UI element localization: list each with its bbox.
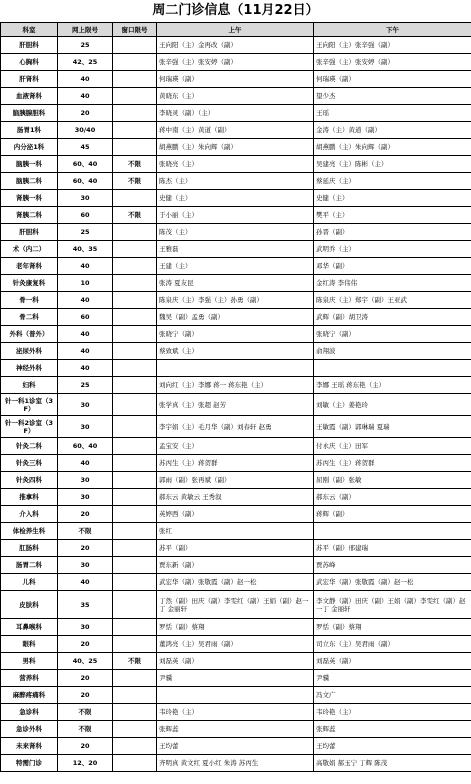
table-row	[1, 207, 471, 224]
online-limit-cell: 40	[58, 326, 113, 343]
window-limit-cell	[113, 105, 157, 122]
department-cell: 针灸康复科	[1, 275, 58, 292]
window-limit-cell	[113, 721, 157, 738]
department-cell: 泌尿外科	[1, 343, 58, 360]
online-limit-cell: 25	[58, 224, 113, 241]
morning-doctors-cell: 郭雨（副）张再斌（副）	[157, 472, 314, 489]
morning-doctors-cell: 李晓灵（副）（主）	[157, 105, 314, 122]
window-limit-cell	[113, 54, 157, 71]
afternoon-doctors-cell: 付永庆（主）田军	[314, 438, 471, 455]
window-limit-cell	[113, 670, 157, 687]
table-row	[1, 224, 471, 241]
header-window-limit: 窗口限号	[113, 23, 157, 37]
online-limit-cell: 60、40	[58, 173, 113, 190]
table-row	[1, 275, 471, 292]
table-row	[1, 37, 471, 54]
department-cell: 针灸四科	[1, 472, 58, 489]
morning-doctors-cell: 张涛 夏友昆	[157, 275, 314, 292]
window-limit-cell: 不限	[113, 156, 157, 173]
department-cell: 脑胰二科	[1, 173, 58, 190]
window-limit-cell	[113, 241, 157, 258]
afternoon-doctors-cell: 刘磊英（副）	[314, 653, 471, 670]
department-cell: 皮肤科	[1, 591, 58, 619]
department-cell: 急诊科	[1, 704, 58, 721]
online-limit-cell: 40	[58, 71, 113, 88]
window-limit-cell	[113, 438, 157, 455]
morning-doctors-cell: 王均蕾	[157, 738, 314, 755]
department-cell: 特需门诊	[1, 755, 58, 772]
window-limit-cell	[113, 326, 157, 343]
table-row	[1, 416, 471, 438]
morning-doctors-cell: 蒋中南（主）黄道（副）	[157, 122, 314, 139]
morning-doctors-cell: 齐明真 黄文红 夏小红 朱涛 苏丙生	[157, 755, 314, 772]
afternoon-doctors-cell: 金红涛 李伟伟	[314, 275, 471, 292]
afternoon-doctors-cell	[314, 523, 471, 540]
afternoon-doctors-cell: 高敬娟 郝玉宁 丁辉 陈茂	[314, 755, 471, 772]
table-row	[1, 394, 471, 416]
morning-doctors-cell: 刘磊英（副）	[157, 653, 314, 670]
header-online-limit: 网上限号	[58, 23, 113, 37]
morning-doctors-cell: 黄晓东（主）	[157, 88, 314, 105]
online-limit-cell: 30	[58, 190, 113, 207]
afternoon-doctors-cell: 孙晋（副）	[314, 224, 471, 241]
online-limit-cell: 30	[58, 472, 113, 489]
afternoon-doctors-cell: 何瑞瑛（副）	[314, 71, 471, 88]
table-row	[1, 574, 471, 591]
online-limit-cell: 不限	[58, 704, 113, 721]
window-limit-cell	[113, 360, 157, 377]
department-cell: 男科	[1, 653, 58, 670]
afternoon-doctors-cell: 苏丙生（主）蒋贺群	[314, 455, 471, 472]
online-limit-cell: 40	[58, 574, 113, 591]
window-limit-cell: 不限	[113, 207, 157, 224]
department-cell: 针一科2诊室（3F）	[1, 416, 58, 438]
window-limit-cell	[113, 139, 157, 156]
afternoon-doctors-cell: 张辉蕊	[314, 721, 471, 738]
afternoon-doctors-cell: 韦玲艳（主）	[314, 704, 471, 721]
online-limit-cell: 60	[58, 309, 113, 326]
department-cell: 未来肾科	[1, 738, 58, 755]
afternoon-doctors-cell: 刘敏（主）姜艳玲	[314, 394, 471, 416]
table-row	[1, 489, 471, 506]
online-limit-cell: 40	[58, 258, 113, 275]
header-morning: 上午	[157, 23, 314, 37]
online-limit-cell: 20	[58, 540, 113, 557]
window-limit-cell	[113, 472, 157, 489]
table-row	[1, 139, 471, 156]
morning-doctors-cell: 史健（主）	[157, 190, 314, 207]
table-row	[1, 636, 471, 653]
afternoon-doctors-cell: 蒋辉（副）	[314, 506, 471, 523]
table-row	[1, 687, 471, 704]
department-cell: 内分泌1科	[1, 139, 58, 156]
window-limit-cell	[113, 574, 157, 591]
department-cell: 介入科	[1, 506, 58, 523]
morning-doctors-cell: 胡燕鹏（主）朱向辉（副）	[157, 139, 314, 156]
online-limit-cell: 40	[58, 292, 113, 309]
schedule-table	[0, 22, 471, 772]
department-cell: 老年肾科	[1, 258, 58, 275]
table-row	[1, 670, 471, 687]
department-cell: 肠胃1科	[1, 122, 58, 139]
department-cell: 体检养生科	[1, 523, 58, 540]
morning-doctors-cell: 罗恬（副）蔡翔	[157, 619, 314, 636]
morning-doctors-cell: 张红	[157, 523, 314, 540]
table-row	[1, 755, 471, 772]
table-row	[1, 71, 471, 88]
morning-doctors-cell: 张辉蕊	[157, 721, 314, 738]
table-row	[1, 360, 471, 377]
table-row	[1, 591, 471, 619]
window-limit-cell	[113, 394, 157, 416]
morning-doctors-cell: 孟宝安（主）	[157, 438, 314, 455]
department-cell: 神经外科	[1, 360, 58, 377]
window-limit-cell	[113, 489, 157, 506]
afternoon-doctors-cell: 武宏华（副）张敬霞（副）赵一松	[314, 574, 471, 591]
morning-doctors-cell: 英婷西（副）	[157, 506, 314, 523]
table-row	[1, 721, 471, 738]
online-limit-cell: 40	[58, 360, 113, 377]
morning-doctors-cell: 张晓宁（副）	[157, 326, 314, 343]
morning-doctors-cell: 何瑞瑛（副）	[157, 71, 314, 88]
window-limit-cell	[113, 292, 157, 309]
morning-doctors-cell: 陈茂（主）	[157, 224, 314, 241]
department-cell: 骨二科	[1, 309, 58, 326]
afternoon-doctors-cell: 王均蕾	[314, 738, 471, 755]
online-limit-cell: 12、20	[58, 755, 113, 772]
afternoon-doctors-cell: 吴建亮（主）陈彬（主）	[314, 156, 471, 173]
online-limit-cell: 40	[58, 343, 113, 360]
table-row	[1, 156, 471, 173]
header-department: 科室	[1, 23, 58, 37]
morning-doctors-cell: 张学真（主）张超 赵芳	[157, 394, 314, 416]
window-limit-cell	[113, 258, 157, 275]
online-limit-cell: 30	[58, 489, 113, 506]
window-limit-cell	[113, 557, 157, 574]
window-limit-cell	[113, 687, 157, 704]
morning-doctors-cell: 蔡致斌（主）	[157, 343, 314, 360]
department-cell: 心胸科	[1, 54, 58, 71]
window-limit-cell	[113, 37, 157, 54]
online-limit-cell: 30	[58, 416, 113, 438]
department-cell: 麻醉疼痛科	[1, 687, 58, 704]
window-limit-cell	[113, 275, 157, 292]
online-limit-cell: 25	[58, 377, 113, 394]
table-row	[1, 653, 471, 670]
morning-doctors-cell: 苏丙生（主）蒋贺群	[157, 455, 314, 472]
online-limit-cell: 30/40	[58, 122, 113, 139]
table-header-row	[1, 23, 471, 37]
department-cell: 耳鼻喉科	[1, 619, 58, 636]
department-cell: 营养科	[1, 670, 58, 687]
department-cell: 脑胰一科	[1, 156, 58, 173]
afternoon-doctors-cell: 司立东（主）吴君雨（副）	[314, 636, 471, 653]
afternoon-doctors-cell: 贾苏峰	[314, 557, 471, 574]
table-row	[1, 105, 471, 122]
department-cell: 针灸二科	[1, 438, 58, 455]
afternoon-doctors-cell: 王敏霞（副）郭琳瑞 夏瑞	[314, 416, 471, 438]
window-limit-cell	[113, 636, 157, 653]
table-row	[1, 54, 471, 71]
window-limit-cell	[113, 122, 157, 139]
morning-doctors-cell: 董鸿亮（主）吴君雨（副）	[157, 636, 314, 653]
afternoon-doctors-cell: 张辛强（主）张安婷（副）	[314, 54, 471, 71]
department-cell: 妇科	[1, 377, 58, 394]
morning-doctors-cell: 于小丽（主）	[157, 207, 314, 224]
online-limit-cell: 20	[58, 687, 113, 704]
online-limit-cell: 40	[58, 88, 113, 105]
online-limit-cell: 20	[58, 506, 113, 523]
table-row	[1, 292, 471, 309]
department-cell: 急诊外科	[1, 721, 58, 738]
department-cell: 肝肾科	[1, 71, 58, 88]
morning-doctors-cell: 郝东云 黄敏云 王秀叙	[157, 489, 314, 506]
window-limit-cell	[113, 704, 157, 721]
morning-doctors-cell: 贾东新（副）	[157, 557, 314, 574]
department-cell: 外科（普外）	[1, 326, 58, 343]
afternoon-doctors-cell: 俞翔波	[314, 343, 471, 360]
table-row	[1, 190, 471, 207]
window-limit-cell	[113, 377, 157, 394]
department-cell: 肠胃二科	[1, 557, 58, 574]
table-row	[1, 738, 471, 755]
online-limit-cell: 45	[58, 139, 113, 156]
afternoon-doctors-cell: 武明乔（主）	[314, 241, 471, 258]
afternoon-doctors-cell	[314, 360, 471, 377]
online-limit-cell: 60、40	[58, 156, 113, 173]
department-cell: 脑胰腺胆科	[1, 105, 58, 122]
morning-doctors-cell: 刘向红（主）李娜 蒋一 蒋东艳（主）	[157, 377, 314, 394]
online-limit-cell: 不限	[58, 721, 113, 738]
department-cell: 儿科	[1, 574, 58, 591]
department-cell: 肾胰二科	[1, 207, 58, 224]
window-limit-cell	[113, 71, 157, 88]
online-limit-cell: 30	[58, 557, 113, 574]
afternoon-doctors-cell: 金涛（主）黄道（副）	[314, 122, 471, 139]
table-row	[1, 455, 471, 472]
window-limit-cell	[113, 523, 157, 540]
window-limit-cell: 不限	[113, 173, 157, 190]
window-limit-cell	[113, 343, 157, 360]
afternoon-doctors-cell: 望少杰	[314, 88, 471, 105]
table-row	[1, 704, 471, 721]
department-cell: 肛肠科	[1, 540, 58, 557]
online-limit-cell: 20	[58, 670, 113, 687]
table-row	[1, 258, 471, 275]
afternoon-doctors-cell: 苏平（副）邢建瑞	[314, 540, 471, 557]
department-cell: 术（内二）	[1, 241, 58, 258]
online-limit-cell: 42、25	[58, 54, 113, 71]
table-row	[1, 506, 471, 523]
morning-doctors-cell: 张辛强（主）张安婷（副）	[157, 54, 314, 71]
morning-doctors-cell: 王雅磊	[157, 241, 314, 258]
online-limit-cell: 20	[58, 105, 113, 122]
online-limit-cell: 20	[58, 636, 113, 653]
afternoon-doctors-cell: 冯文广	[314, 687, 471, 704]
department-cell: 骨一科	[1, 292, 58, 309]
window-limit-cell	[113, 591, 157, 619]
table-row	[1, 309, 471, 326]
online-limit-cell: 40、35	[58, 241, 113, 258]
morning-doctors-cell: 魏吴（副）孟勇（副）	[157, 309, 314, 326]
morning-doctors-cell: 苏平（副）	[157, 540, 314, 557]
online-limit-cell: 35	[58, 591, 113, 619]
table-row	[1, 326, 471, 343]
morning-doctors-cell: 王向阳（主）金再改（副）	[157, 37, 314, 54]
table-row	[1, 472, 471, 489]
online-limit-cell: 40	[58, 455, 113, 472]
afternoon-doctors-cell: 尹骥	[314, 670, 471, 687]
afternoon-doctors-cell: 樊平（主）	[314, 207, 471, 224]
online-limit-cell: 20	[58, 738, 113, 755]
afternoon-doctors-cell: 邓华（副）	[314, 258, 471, 275]
morning-doctors-cell	[157, 360, 314, 377]
online-limit-cell: 10	[58, 275, 113, 292]
afternoon-doctors-cell: 屈刚（副）张敏	[314, 472, 471, 489]
morning-doctors-cell: 李宇娟（主）毛月华（副）刘春轩 赵勇	[157, 416, 314, 438]
page-title: 周二门诊信息（11月22日）	[0, 0, 471, 23]
afternoon-doctors-cell: 蔡延庆（主）	[314, 173, 471, 190]
online-limit-cell: 25	[58, 37, 113, 54]
table-row	[1, 343, 471, 360]
department-cell: 针一科1诊室（3F）	[1, 394, 58, 416]
morning-doctors-cell: 陈杰（主）	[157, 173, 314, 190]
table-row	[1, 377, 471, 394]
table-row	[1, 173, 471, 190]
morning-doctors-cell: 陈泉庆（主）李强（主）孙勇（副）	[157, 292, 314, 309]
window-limit-cell	[113, 224, 157, 241]
morning-doctors-cell: 尹骥	[157, 670, 314, 687]
department-cell: 肾胰一科	[1, 190, 58, 207]
online-limit-cell: 60、40	[58, 438, 113, 455]
online-limit-cell: 60	[58, 207, 113, 224]
table-row	[1, 241, 471, 258]
window-limit-cell	[113, 540, 157, 557]
table-row	[1, 523, 471, 540]
department-cell: 肝胆科	[1, 37, 58, 54]
department-cell: 推拿科	[1, 489, 58, 506]
window-limit-cell	[113, 755, 157, 772]
morning-doctors-cell: 丁然（副）田庆（副）李雯红（副）王娟（副）赵一丁 金丽轩	[157, 591, 314, 619]
afternoon-doctors-cell: 王瑶	[314, 105, 471, 122]
table-row	[1, 540, 471, 557]
window-limit-cell	[113, 738, 157, 755]
afternoon-doctors-cell: 武辉（副）胡卫涛	[314, 309, 471, 326]
afternoon-doctors-cell: 张晓宁（副）	[314, 326, 471, 343]
header-afternoon: 下午	[314, 23, 471, 37]
morning-doctors-cell: 韦玲艳（主）	[157, 704, 314, 721]
morning-doctors-cell: 张晓亮（主）	[157, 156, 314, 173]
table-row	[1, 557, 471, 574]
online-limit-cell: 30	[58, 619, 113, 636]
online-limit-cell: 不限	[58, 523, 113, 540]
afternoon-doctors-cell: 王向阳（主）张辛强（副）	[314, 37, 471, 54]
table-row	[1, 438, 471, 455]
table-row	[1, 122, 471, 139]
table-row	[1, 88, 471, 105]
window-limit-cell: 不限	[113, 653, 157, 670]
department-cell: 针灸三科	[1, 455, 58, 472]
afternoon-doctors-cell: 胡燕鹏（主）朱向辉（副）	[314, 139, 471, 156]
afternoon-doctors-cell: 罗恬（副）蔡翔	[314, 619, 471, 636]
table-row	[1, 619, 471, 636]
online-limit-cell: 30	[58, 394, 113, 416]
window-limit-cell	[113, 190, 157, 207]
department-cell: 血液肾科	[1, 88, 58, 105]
afternoon-doctors-cell: 郝东云（副）	[314, 489, 471, 506]
department-cell: 肝胆科	[1, 224, 58, 241]
afternoon-doctors-cell: 李娜 王瑶 蒋东艳（主）	[314, 377, 471, 394]
morning-doctors-cell: 王建（主）	[157, 258, 314, 275]
afternoon-doctors-cell: 史健（主）	[314, 190, 471, 207]
window-limit-cell	[113, 88, 157, 105]
morning-doctors-cell	[157, 687, 314, 704]
window-limit-cell	[113, 416, 157, 438]
afternoon-doctors-cell: 李文静（副）田庆（副）王娟（副）李雯红（副）赵一丁 金丽轩	[314, 591, 471, 619]
morning-doctors-cell: 武宏华（副）张敬霞（副）赵一松	[157, 574, 314, 591]
department-cell: 眼科	[1, 636, 58, 653]
window-limit-cell	[113, 455, 157, 472]
window-limit-cell	[113, 619, 157, 636]
afternoon-doctors-cell: 陈泉庆（主）郑宇（副）王亚武	[314, 292, 471, 309]
online-limit-cell: 40、25	[58, 653, 113, 670]
window-limit-cell	[113, 309, 157, 326]
window-limit-cell	[113, 506, 157, 523]
